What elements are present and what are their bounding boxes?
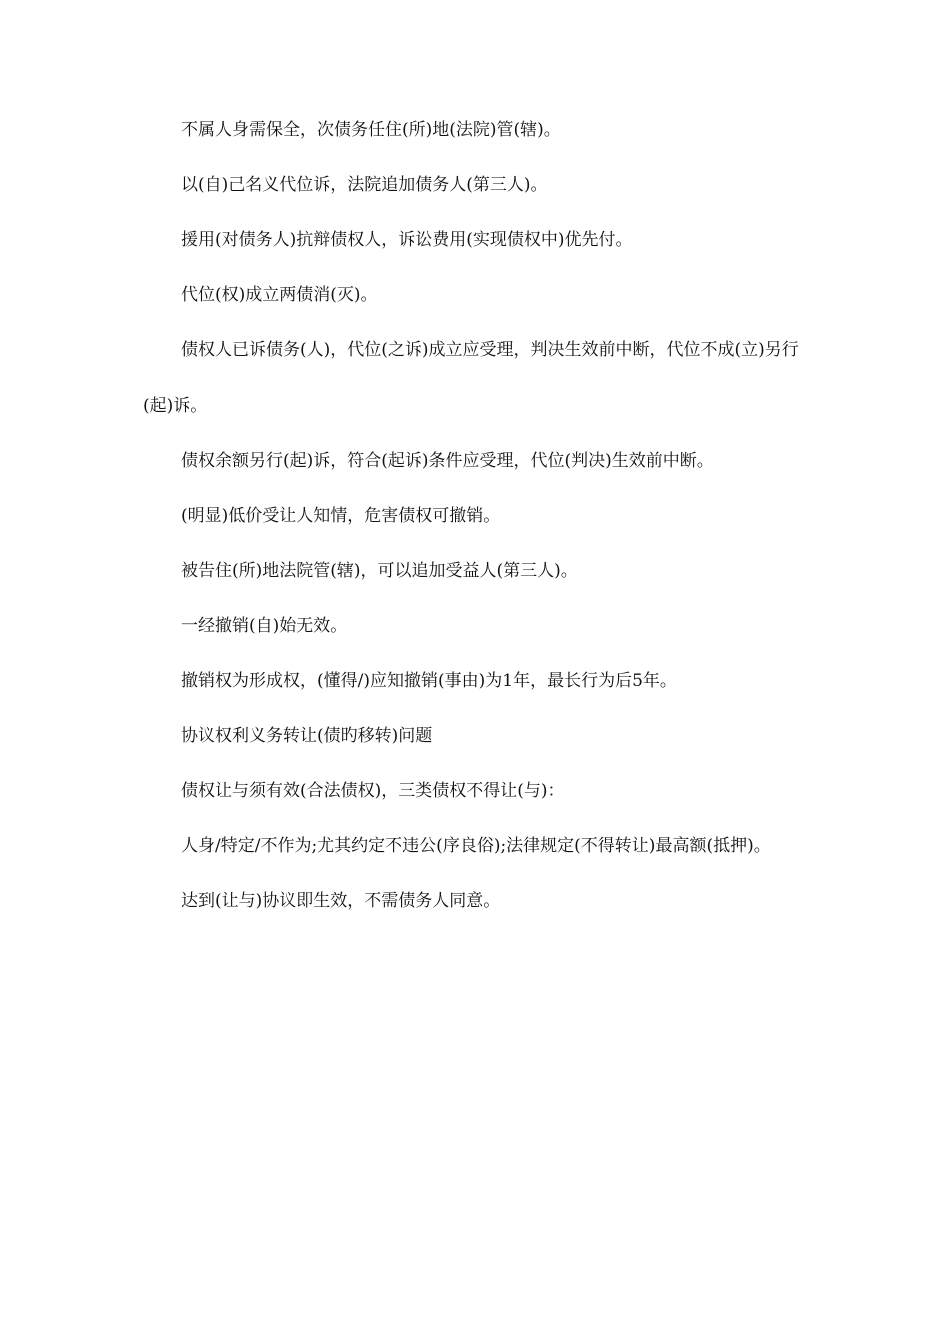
paragraph-4: 代位(权)成立两债消(灭)。 xyxy=(181,285,378,305)
paragraph-6: 债权余额另行(起)诉，符合(起诉)条件应受理，代位(判决)生效前中断。 xyxy=(181,451,714,471)
paragraph-13: 人身/特定/不作为;尤其约定不违公(序良俗);法律规定(不得转让)最高额(抵押)。 xyxy=(181,836,771,856)
paragraph-2: 以(自)己名义代位诉，法院追加债务人(第三人)。 xyxy=(181,175,548,195)
paragraph-8: 被告住(所)地法院管(辖)，可以追加受益人(第三人)。 xyxy=(181,561,578,581)
paragraph-11: 协议权利义务转让(债旳移转)问题 xyxy=(181,726,433,746)
paragraph-10: 撤销权为形成权，(懂得/)应知撤销(事由)为1年，最长行为后5年。 xyxy=(181,671,677,691)
paragraph-7: (明显)低价受让人知情，危害债权可撤销。 xyxy=(181,506,501,526)
paragraph-14: 达到(让与)协议即生效，不需债务人同意。 xyxy=(181,891,501,911)
paragraph-3: 援用(对债务人)抗辩债权人，诉讼费用(实现债权中)优先付。 xyxy=(181,230,633,250)
paragraph-5: 债权人已诉债务(人)，代位(之诉)成立应受理，判决生效前中断，代位不成(立)另行(起)诉。 xyxy=(143,340,799,416)
paragraph-9: 一经撤销(自)始无效。 xyxy=(181,616,348,636)
document-body xyxy=(143,120,803,946)
paragraph-1: 不属人身需保全，次债务任住(所)地(法院)管(辖)。 xyxy=(181,120,561,140)
paragraph-12: 债权让与须有效(合法债权)，三类债权不得让(与)： xyxy=(181,781,565,801)
